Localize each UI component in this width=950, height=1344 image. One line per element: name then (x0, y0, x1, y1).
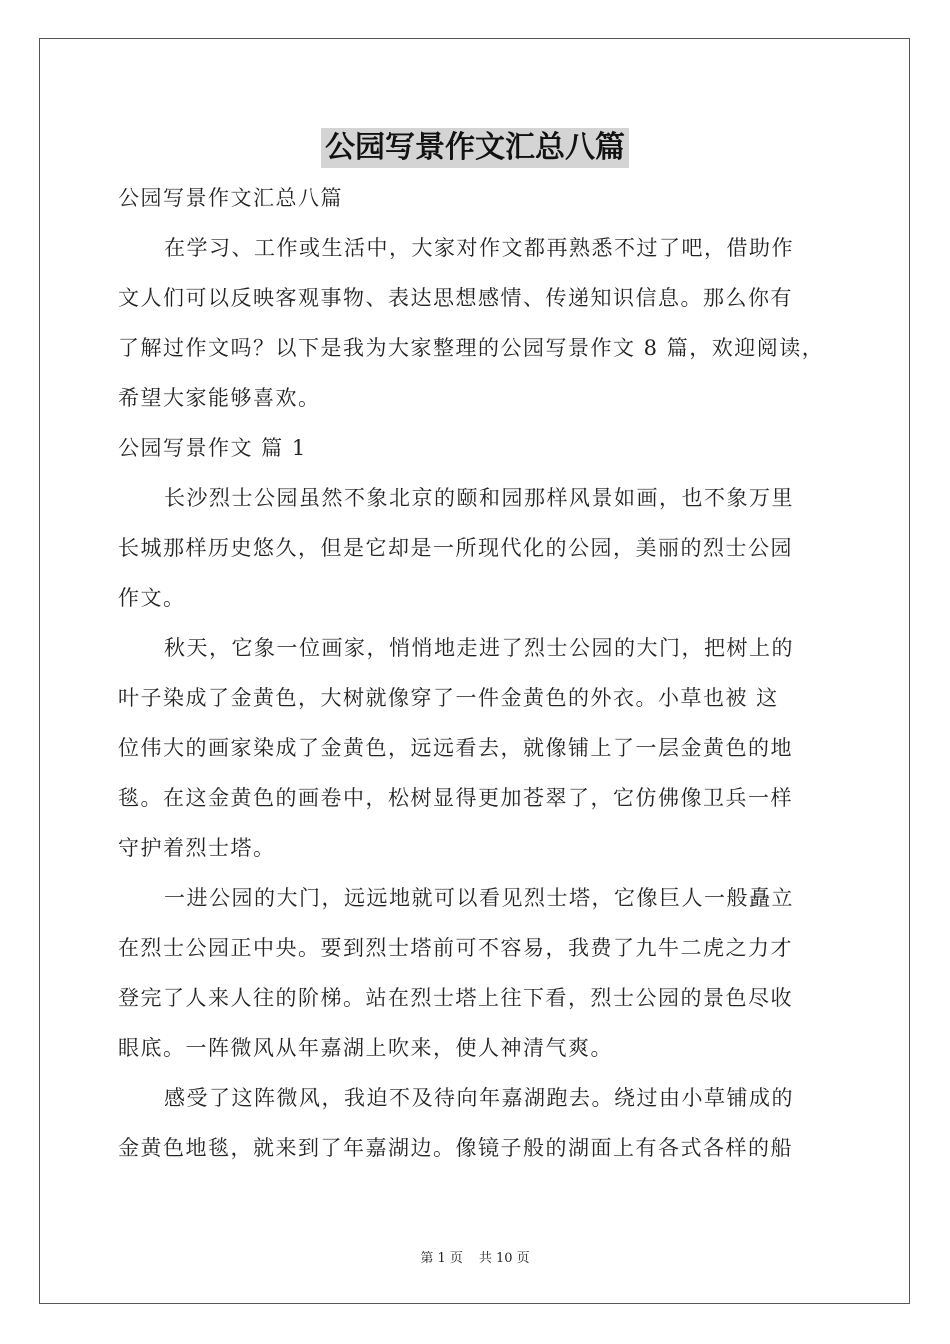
text-line: 了解过作文吗？以下是我为大家整理的公园写景作文 8 篇，欢迎阅读， (118, 336, 825, 360)
page-total: 共 10 页 (478, 1251, 530, 1266)
text-line: 感受了这阵微风，我迫不及待向年嘉湖跑去。绕过由小草铺成的 (164, 1086, 794, 1110)
text-line: 叶子染成了金黄色，大树就像穿了一件金黄色的外衣。小草也被 这 (118, 686, 779, 710)
text-line: 守护着烈士塔。 (118, 836, 276, 860)
text-line: 长沙烈士公园虽然不象北京的颐和园那样风景如画，也不象万里 (164, 486, 794, 510)
text-line: 眼底。一阵微风从年嘉湖上吹来，使人神清气爽。 (118, 1036, 613, 1060)
page-footer (0, 1247, 950, 1266)
text-line: 作文。 (118, 586, 186, 610)
text-line: 长城那样历史悠久，但是它却是一所现代化的公园，美丽的烈士公园 (118, 536, 793, 560)
text-line: 一进公园的大门，远远地就可以看见烈士塔，它像巨人一般矗立 (164, 886, 794, 910)
text-line: 毯。在这金黄色的画卷中，松树显得更加苍翠了，它仿佛像卫兵一样 (118, 786, 793, 810)
document-title: 公园写景作文汇总八篇 (321, 128, 629, 168)
text-line: 秋天，它象一位画家，悄悄地走进了烈士公园的大门，把树上的 (164, 636, 794, 660)
text-line: 在烈士公园正中央。要到烈士塔前可不容易，我费了九牛二虎之力才 (118, 936, 793, 960)
document-body (118, 173, 838, 1173)
text-line: 在学习、工作或生活中，大家对作文都再熟悉不过了吧，借助作 (164, 236, 794, 260)
text-line: 公园写景作文汇总八篇 (118, 186, 343, 210)
text-line: 位伟大的画家染成了金黄色，远远看去，就像铺上了一层金黄色的地 (118, 736, 793, 760)
page-number: 第 1 页 (420, 1251, 463, 1266)
text-line: 金黄色地毯，就来到了年嘉湖边。像镜子般的湖面上有各式各样的船 (118, 1136, 793, 1160)
text-line: 公园写景作文 篇 1 (118, 436, 307, 460)
title-wrap (0, 128, 950, 168)
text-line: 登完了人来人往的阶梯。站在烈士塔上往下看，烈士公园的景色尽收 (118, 986, 793, 1010)
text-line: 希望大家能够喜欢。 (118, 386, 321, 410)
text-line: 文人们可以反映客观事物、表达思想感情、传递知识信息。那么你有 (118, 286, 793, 310)
